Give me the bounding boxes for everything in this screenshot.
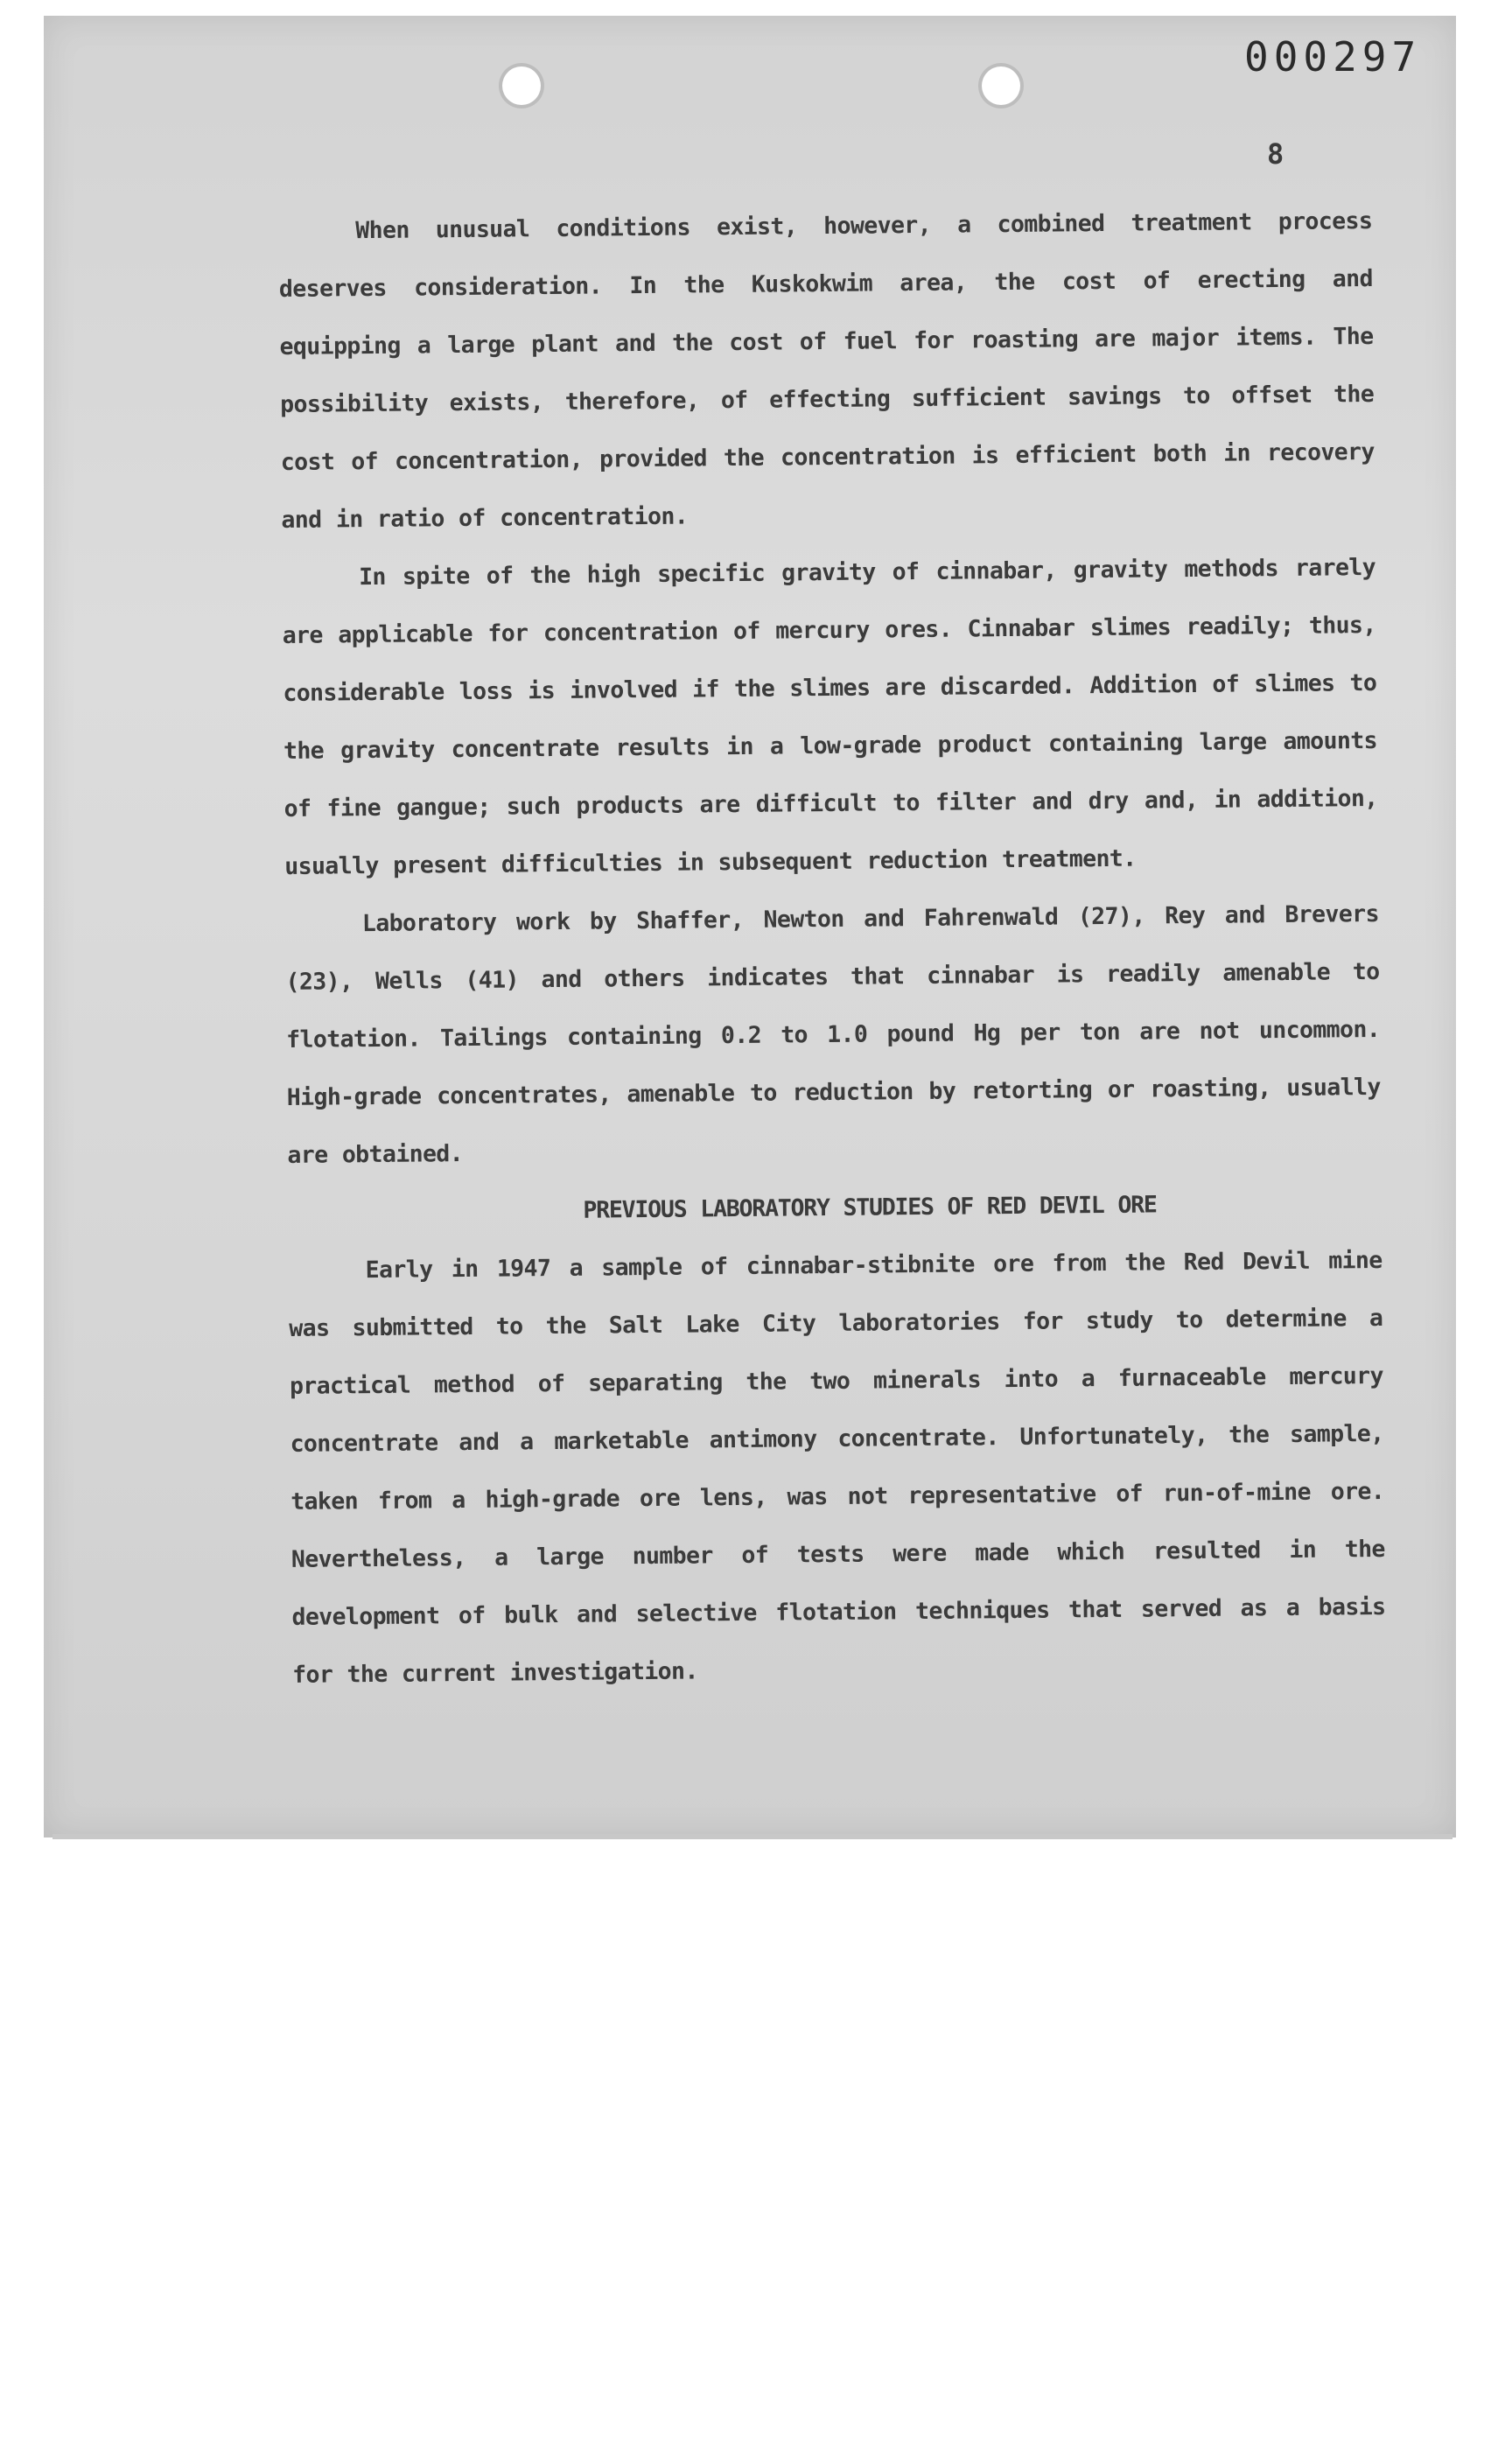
paragraph-previous-studies: Early in 1947 a sample of cinnabar-stibnite ore from the Red Devil mine was submitted to the Salt Lake City laboratories for study to determine a practical method of separating the two minerals into a furnaceable mercury concentrate and a marketable antimony concentrate. Unfortunately, the sample, taken from a high-grade ore lens, was not representative of run-of-mine ore. Nevertheless, a large number of tests were made which resulted in the development of bulk and selective flotation techniques that served as a basis for the current investigation.: [289, 1246, 1386, 1689]
paragraph-combined-treatment: When unusual conditions exist, however, a combined treatment process deserves consideration. In the Kuskokwim area, the cost of erecting and equipping a large plant and the cost of fuel for roasting are major items. The possibility exists, therefore, of effecting sufficient savings to offset the cost of concentration, provided the concentration is efficient both in recovery and in ratio of concentration.: [278, 207, 1375, 534]
document-body: [278, 192, 1386, 1704]
page-bottom-edge: [52, 1834, 1452, 1839]
paragraph-gravity-methods: In spite of the high specific gravity of cinnabar, gravity methods rarely are applicable for concentration of mercury ores. Cinnabar slimes readily; thus, considerable loss is involved if the slimes are discarded. Addition of slimes to the gravity concentrate results in a low-grade product containing large amounts of fine gangue; such products are difficult to filter and dry and, in addition, usually present difficulties in subsequent reduction treatment.: [282, 553, 1378, 880]
section-heading: PREVIOUS LABORATORY STUDIES OF RED DEVIL ORE: [583, 1191, 1157, 1224]
punch-hole-left: [502, 66, 541, 105]
punch-hole-right: [982, 66, 1020, 105]
document-number: 000297: [1244, 33, 1422, 80]
page-number: 8: [1267, 137, 1284, 171]
paragraph-flotation-work: Laboratory work by Shaffer, Newton and Fahrenwald (27), Rey and Brevers (23), Wells (41) and others indicates that cinnabar is readily amenable to flotation. Tailings containing 0.2 to 1.0 pound Hg per ton are not uncommon. High-grade concentrates, amenable to reduction by retorting or roasting, usually are obtained.: [285, 900, 1381, 1169]
